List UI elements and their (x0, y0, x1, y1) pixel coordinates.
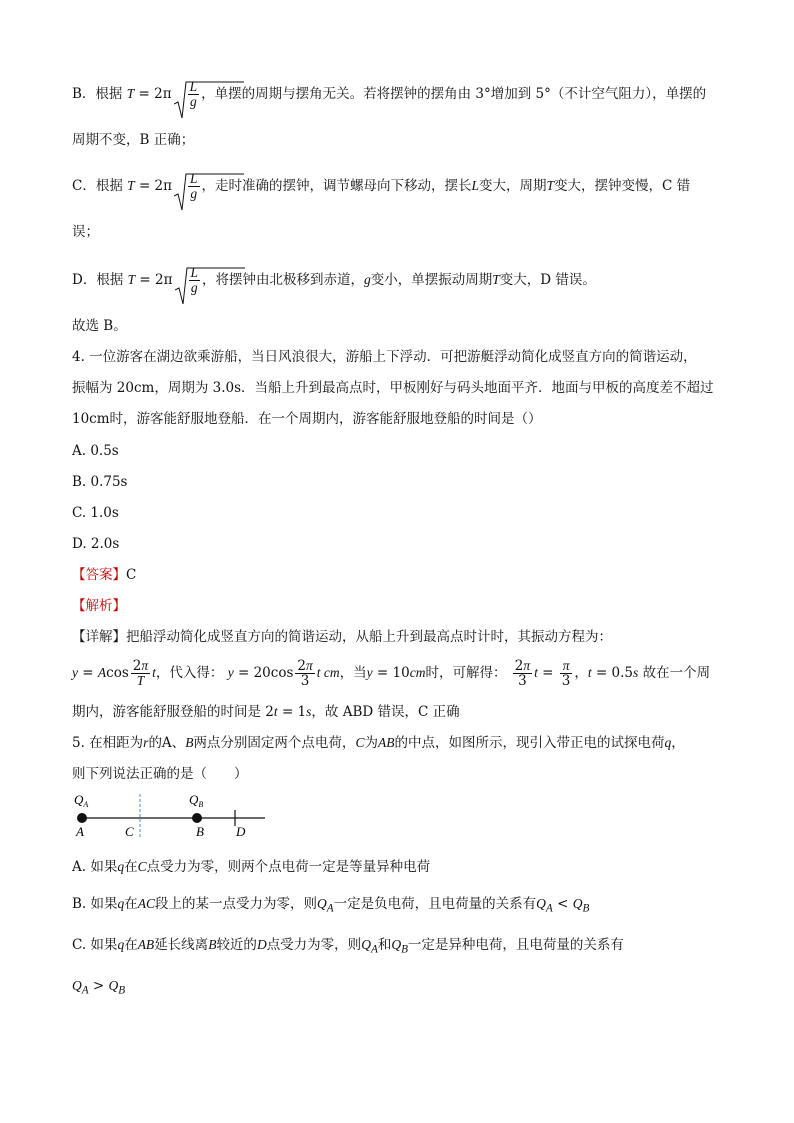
q5-option-a: A. 如果q在C点受力为零，则两个点电荷一定是等量异种电荷 (72, 859, 431, 875)
q4-line-2: 振幅为 20cm，周期为 3.0s．当船上升到最高点时，甲板刚好与码头地面平齐．地面与甲板的高度差不超过 (72, 380, 714, 396)
math-var: T (546, 178, 555, 193)
option-c-continue: 误； (72, 224, 99, 240)
q5-line-1: 5. 在相距为r的A、B两点分别固定两个点电荷，C为AB的中点，如图所示，现引入带正电的试探电荷q， (72, 735, 685, 751)
q4-option-d: D. 2.0s (72, 536, 120, 552)
math-var: L (471, 178, 480, 193)
math-text: = 2π (134, 86, 172, 102)
equation-line: y = Acos $\frac{2\pi}{T}$ t，代入得： y = 20cos $\frac{2\pi}{3}$ t cm，当y = 10cm时，可解得： $\frac{2\pi}{3}$ t = $\frac{\pi}{3}$ ，t = 0.5s 故在一个周 (72, 658, 711, 689)
answer-line (72, 565, 136, 585)
text: 变小，单摆振动周期 (370, 272, 493, 288)
q5-option-c-continue: $Q_A > Q_B$ (72, 978, 126, 997)
math-var: g (364, 272, 371, 287)
q4-option-a: A. 0.5s (72, 443, 119, 459)
option-b-continue: 周期不变，B 正确； (72, 132, 195, 148)
text: 把船浮动简化成竖直方向的简谐运动，从船上升到最高点时计时，其振动方程为： (126, 629, 612, 645)
sqrt-formula: $\frac{L}{g}$ (174, 172, 202, 201)
q4-line-3: 10cm时，游客能舒服地登船．在一个周期内，游客能舒服地登船的时间是（） (72, 411, 542, 427)
math-var: T (492, 272, 500, 287)
answer-label: 【答案】 (72, 567, 126, 583)
detail-line (72, 627, 612, 647)
q5-option-c: C. 如果q在AB延长线离B较近的D点受力为零，则$Q_A$和$Q_B$一定是异种电荷，且电荷量的关系有 (72, 937, 624, 956)
q4-option-c: C. 1.0s (72, 505, 119, 521)
text: ，当 (339, 665, 367, 681)
detail-label: 【详解】 (72, 629, 126, 645)
charge-a-dot (77, 813, 87, 823)
q4-line-1: 4. 一位游客在湖边欲乘游船，当日风浪很大，游船上下浮动．可把游艇浮动简化成竖直方向的简谐运动， (72, 349, 697, 365)
text: 故在一个周 (642, 665, 711, 681)
text: ，单摆的周期与摆角无关。若将摆钟的摆角由 3°增加到 5°（不计空气阻力），单摆的 (201, 86, 707, 102)
option-d-explanation: D．根据 T = 2π $\frac{L}{g}$ ，将摆钟由北极移到赤道，g变小，单摆振动周期T变大，D 错误。 (72, 266, 596, 295)
choose-b: 故选 B。 (72, 318, 127, 334)
math-var: T (126, 86, 135, 101)
text: 变大，周期 (479, 178, 547, 194)
text: C．根据 (72, 178, 123, 194)
fraction-l-over-g: $\frac{L}{g}$ (189, 79, 198, 109)
detail-end: 期内，游客能舒服登船的时间是 2t = 1s，故 ABD 错误，C 正确 (72, 704, 460, 720)
charge-diagram (70, 790, 270, 840)
answer-value: C (126, 567, 137, 583)
text: ，故 ABD 错误，C 正确 (311, 704, 460, 720)
label-qa: $Q_A$ (74, 792, 89, 809)
text: D．根据 (72, 272, 124, 288)
label-b: B (196, 824, 204, 839)
option-b-explanation (72, 80, 706, 109)
text: 变大，摆钟变慢，C 错 (554, 178, 691, 194)
analysis-label: 【解析】 (72, 598, 126, 614)
q4-option-b: B. 0.75s (72, 474, 128, 490)
text: ，将摆钟由北极移到赤道， (202, 272, 365, 288)
option-c-explanation: C．根据 T = 2π $\frac{L}{g}$ ，走时准确的摆钟，调节螺母向下移动，摆长L变大，周期T变大，摆钟变慢，C 错 (72, 172, 690, 201)
label-d: D (236, 824, 246, 839)
label-c: C (125, 824, 134, 839)
q5-option-b: B. 如果q在AC段上的某一点受力为零，则$Q_A$一定是负电荷，且电荷量的关系有$Q_A < Q_B$ (72, 896, 590, 915)
charge-b-dot (192, 813, 202, 823)
sqrt-formula: $\frac{L}{g}$ (175, 266, 203, 295)
text: ，代入得： (155, 665, 224, 681)
text: ，走时准确的摆钟，调节螺母向下移动，摆长 (201, 178, 472, 194)
text: 变大，D 错误。 (499, 272, 596, 288)
text: B．根据 (72, 86, 123, 102)
sqrt-formula (174, 80, 202, 109)
q5-line-2: 则下列说法正确的是（ ） (72, 766, 248, 782)
label-a: A (76, 824, 84, 839)
text: 时，可解得： (425, 665, 507, 681)
label-qb: $Q_B$ (189, 792, 204, 809)
text: 期内，游客能舒服登船的时间是 (72, 704, 261, 720)
